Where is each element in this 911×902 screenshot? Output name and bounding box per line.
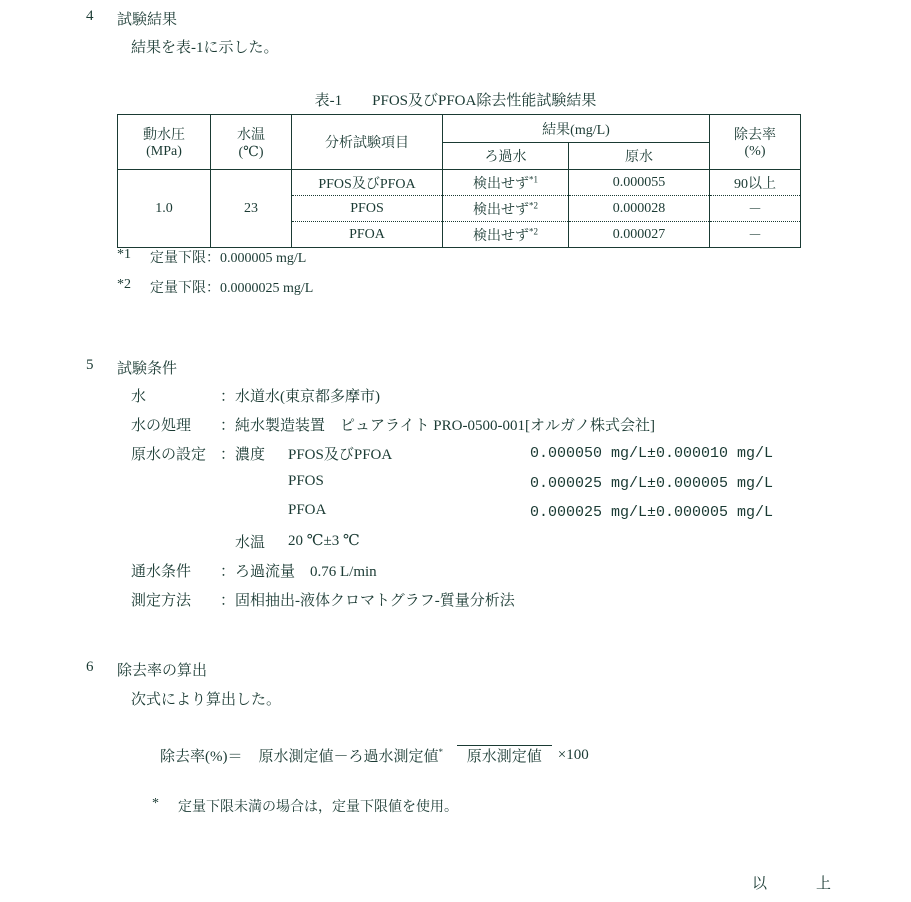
cell-filtered-1 — [443, 196, 569, 222]
section-title-calculation: 除去率の算出 — [117, 663, 208, 679]
concentration-name-2: PFOA — [288, 502, 327, 518]
cell-raw-2: 0.000027 — [569, 222, 710, 248]
concentration-value-2: 0.000025 mg/L±0.000005 mg/L — [530, 504, 774, 521]
cell-removal-0: 90以上 — [710, 170, 801, 196]
condition-label-raw-setting: 原水の設定 — [131, 447, 207, 463]
table-header-row-1 — [118, 115, 801, 143]
closing-left: 以 — [752, 876, 768, 892]
calculation-body-text: 次式により算出した。 — [131, 692, 282, 708]
cell-temp-value: 23 — [211, 170, 292, 248]
flow-sep: ： — [220, 564, 236, 580]
header-pressure-unit: (MPa) — [146, 144, 182, 159]
concentration-value-0: 0.000050 mg/L±0.000010 mg/L — [530, 445, 774, 462]
flow-value: ろ過流量 0.76 L/min — [235, 564, 377, 580]
cell-raw-1: 0.000028 — [569, 196, 710, 222]
formula-multiplier: ×100 — [557, 747, 589, 763]
header-removal-label: 除去率 — [734, 128, 776, 143]
condition-sep-water: ： — [220, 389, 236, 405]
footnote-2-text: 定量下限：0.0000025 mg/L — [150, 281, 314, 296]
condition-sep-raw-setting: ： — [220, 447, 236, 463]
header-filtered: ろ過水 — [443, 143, 569, 170]
method-label: 測定方法 — [131, 593, 192, 609]
section-number-conditions: 5 — [86, 357, 94, 373]
condition-sep-treatment: ： — [220, 418, 236, 434]
condition-label-treatment: 水の処理 — [131, 418, 192, 434]
results-body-text: 結果を表-1に示した。 — [131, 40, 279, 56]
calculation-footnote-text: 定量下限未満の場合は，定量下限値を使用。 — [178, 800, 458, 815]
footnote-2-mark: *2 — [117, 277, 131, 292]
cell-item-1: PFOS — [292, 196, 443, 222]
formula-lhs: 除去率(%)＝ — [160, 749, 243, 765]
header-removal — [710, 115, 801, 170]
condition-value-water: 水道水(東京都多摩市) — [235, 389, 380, 405]
formula-denominator: 原水測定値 — [457, 745, 552, 765]
section-title-results: 試験結果 — [117, 12, 178, 28]
footnote-1-mark: *1 — [117, 247, 131, 262]
cell-pressure-value: 1.0 — [118, 170, 211, 248]
cell-removal-2: － — [710, 222, 801, 248]
header-result-group: 結果(mg/L) — [443, 115, 710, 143]
section-number-calculation: 6 — [86, 659, 94, 675]
formula-numerator-note: * — [438, 747, 444, 757]
method-value: 固相抽出-液体クロマトグラフ-質量分析法 — [235, 593, 515, 609]
cell-raw-0: 0.000055 — [569, 170, 710, 196]
header-pressure — [118, 115, 211, 170]
formula-numerator-text: 原水測定値－ろ過水測定値 — [258, 749, 439, 765]
header-temp-unit: (℃) — [238, 144, 264, 160]
cell-item-0: PFOS及びPFOA — [292, 170, 443, 196]
condition-label-water: 水 — [131, 389, 147, 405]
formula-fraction — [249, 745, 552, 766]
table-caption: 表-1 PFOS及びPFOA除去性能試験結果 — [314, 93, 597, 109]
header-temp-label: 水温 — [237, 127, 265, 143]
header-pressure-label: 動水圧 — [143, 128, 185, 143]
cell-filtered-0-note: *1 — [529, 173, 538, 184]
cell-filtered-2-text: 検出せず — [473, 228, 529, 244]
cell-filtered-1-note: *2 — [529, 199, 538, 210]
cell-filtered-0 — [443, 170, 569, 196]
method-sep: ： — [220, 593, 236, 609]
cell-filtered-1-text: 検出せず — [473, 202, 529, 218]
header-removal-unit: (%) — [744, 144, 766, 159]
section-title-conditions: 試験条件 — [117, 361, 178, 377]
removal-rate-formula — [160, 745, 589, 766]
flow-label: 通水条件 — [131, 564, 192, 580]
cell-filtered-2-note: *2 — [529, 225, 538, 236]
concentration-name-1: PFOS — [288, 473, 324, 489]
concentration-value-1: 0.000025 mg/L±0.000005 mg/L — [530, 475, 774, 492]
table-row — [118, 170, 801, 196]
results-table — [117, 114, 801, 248]
condition-value-raw-setting: 濃度 — [235, 447, 266, 463]
cell-removal-1: － — [710, 196, 801, 222]
cell-filtered-2 — [443, 222, 569, 248]
header-temp — [211, 115, 292, 170]
water-temp-label: 水温 — [235, 535, 266, 551]
closing-right: 上 — [816, 876, 832, 892]
concentration-name-0: PFOS及びPFOA — [288, 447, 393, 463]
water-temp-value: 20 ℃±3 ℃ — [288, 533, 360, 549]
formula-numerator — [249, 749, 457, 767]
footnote-1-text: 定量下限：0.000005 mg/L — [150, 251, 307, 266]
section-number-results: 4 — [86, 8, 94, 24]
calculation-footnote-mark: * — [152, 796, 159, 811]
header-item: 分析試験項目 — [292, 115, 443, 170]
cell-filtered-0-text: 検出せず — [473, 176, 529, 192]
header-raw: 原水 — [569, 143, 710, 170]
cell-item-2: PFOA — [292, 222, 443, 248]
condition-value-treatment: 純水製造装置 ピュアライト PRO-0500-001[オルガノ株式会社] — [235, 418, 655, 434]
